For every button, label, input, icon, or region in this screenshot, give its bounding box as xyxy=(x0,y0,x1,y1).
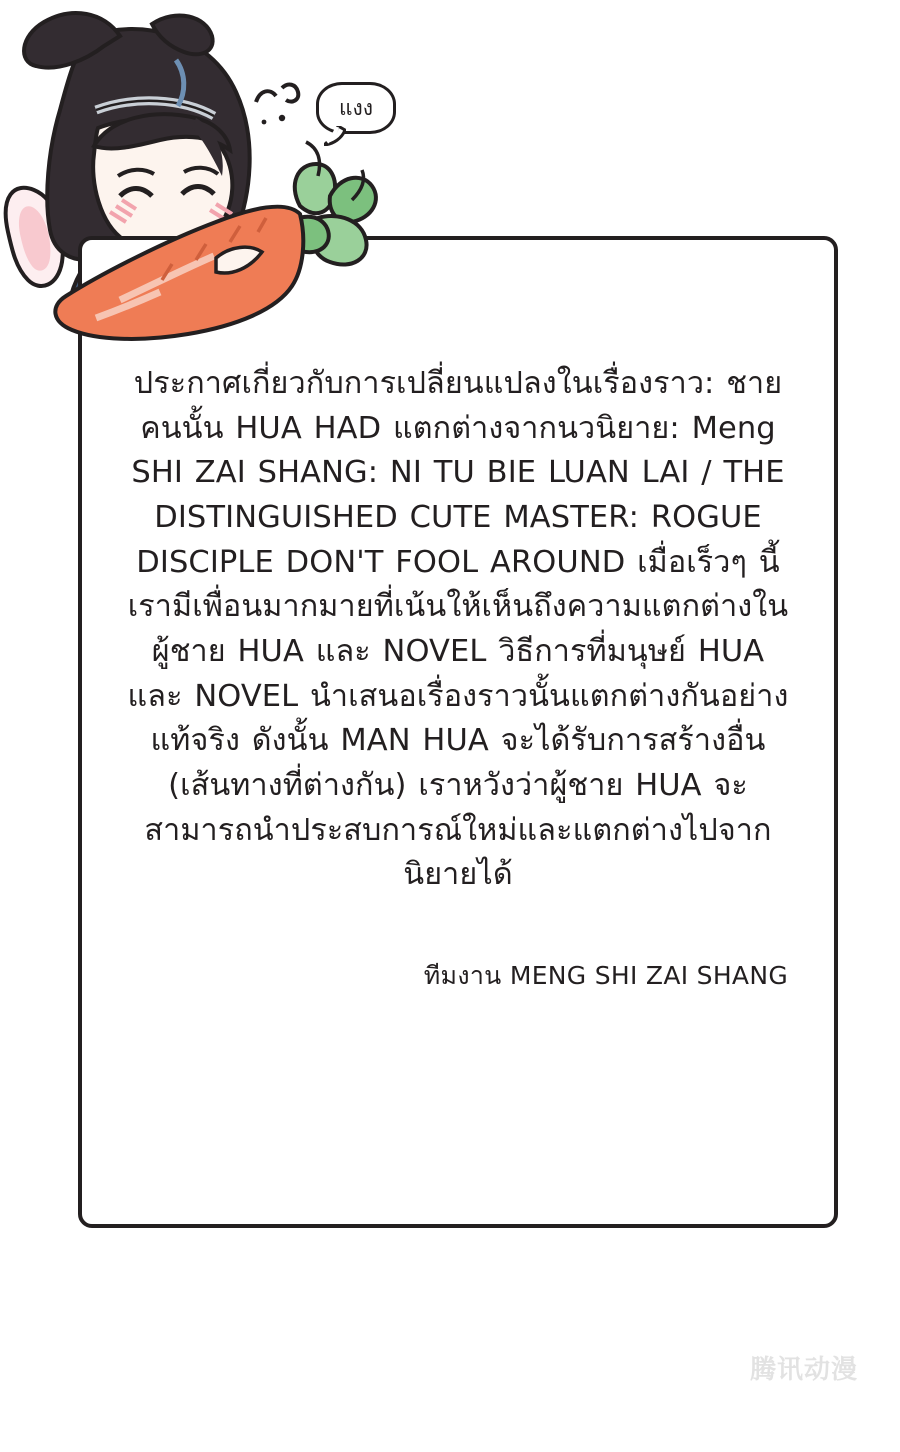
emphasis-marks xyxy=(252,78,308,130)
announcement-panel xyxy=(78,236,838,1228)
announcement-body: ประกาศเกี่ยวกับการเปลี่ยนแปลงในเรื่องราว: ชายคนนั้น HUA HAD แตกต่างจากนวนิยาย: Meng SHI ZAI SHANG: NI TU BIE LUAN LAI / THE DISTINGUISHED CUTE MASTER: ROGUE DISCIPLE DON'T FOOL AROUND เมื่อเร็วๆ นี้ เรามีเพื่อนมากมายที่เน้นให้เห็นถึงความแตกต่างในผู้ชาย HUA และ NOVEL วิธีการที่มนุษย์ HUA และ NOVEL นำเสนอเรื่องราวนั้นแตกต่างกันอย่างแท้จริง ดังนั้น MAN HUA จะได้รับการสร้างอื่น (เส้นทางที่ต่างกัน) เราหวังว่าผู้ชาย HUA จะสามารถนำประสบการณ์ใหม่และแตกต่างไปจากนิยายได้ xyxy=(127,366,789,893)
announcement-content xyxy=(124,362,792,996)
speech-bubble-tail xyxy=(324,126,346,146)
pop-dot-icon xyxy=(279,115,285,121)
pop-arc-icon xyxy=(256,91,276,102)
speech-bubble-text: แงง xyxy=(338,95,374,120)
pop-dot-small-icon xyxy=(262,120,267,125)
pop-swirl-icon xyxy=(282,85,298,102)
watermark: 腾讯动漫 xyxy=(749,1355,858,1385)
announcement-signature: ทีมงาน MENG SHI ZAI SHANG xyxy=(423,961,788,991)
speech-bubble xyxy=(316,82,406,144)
